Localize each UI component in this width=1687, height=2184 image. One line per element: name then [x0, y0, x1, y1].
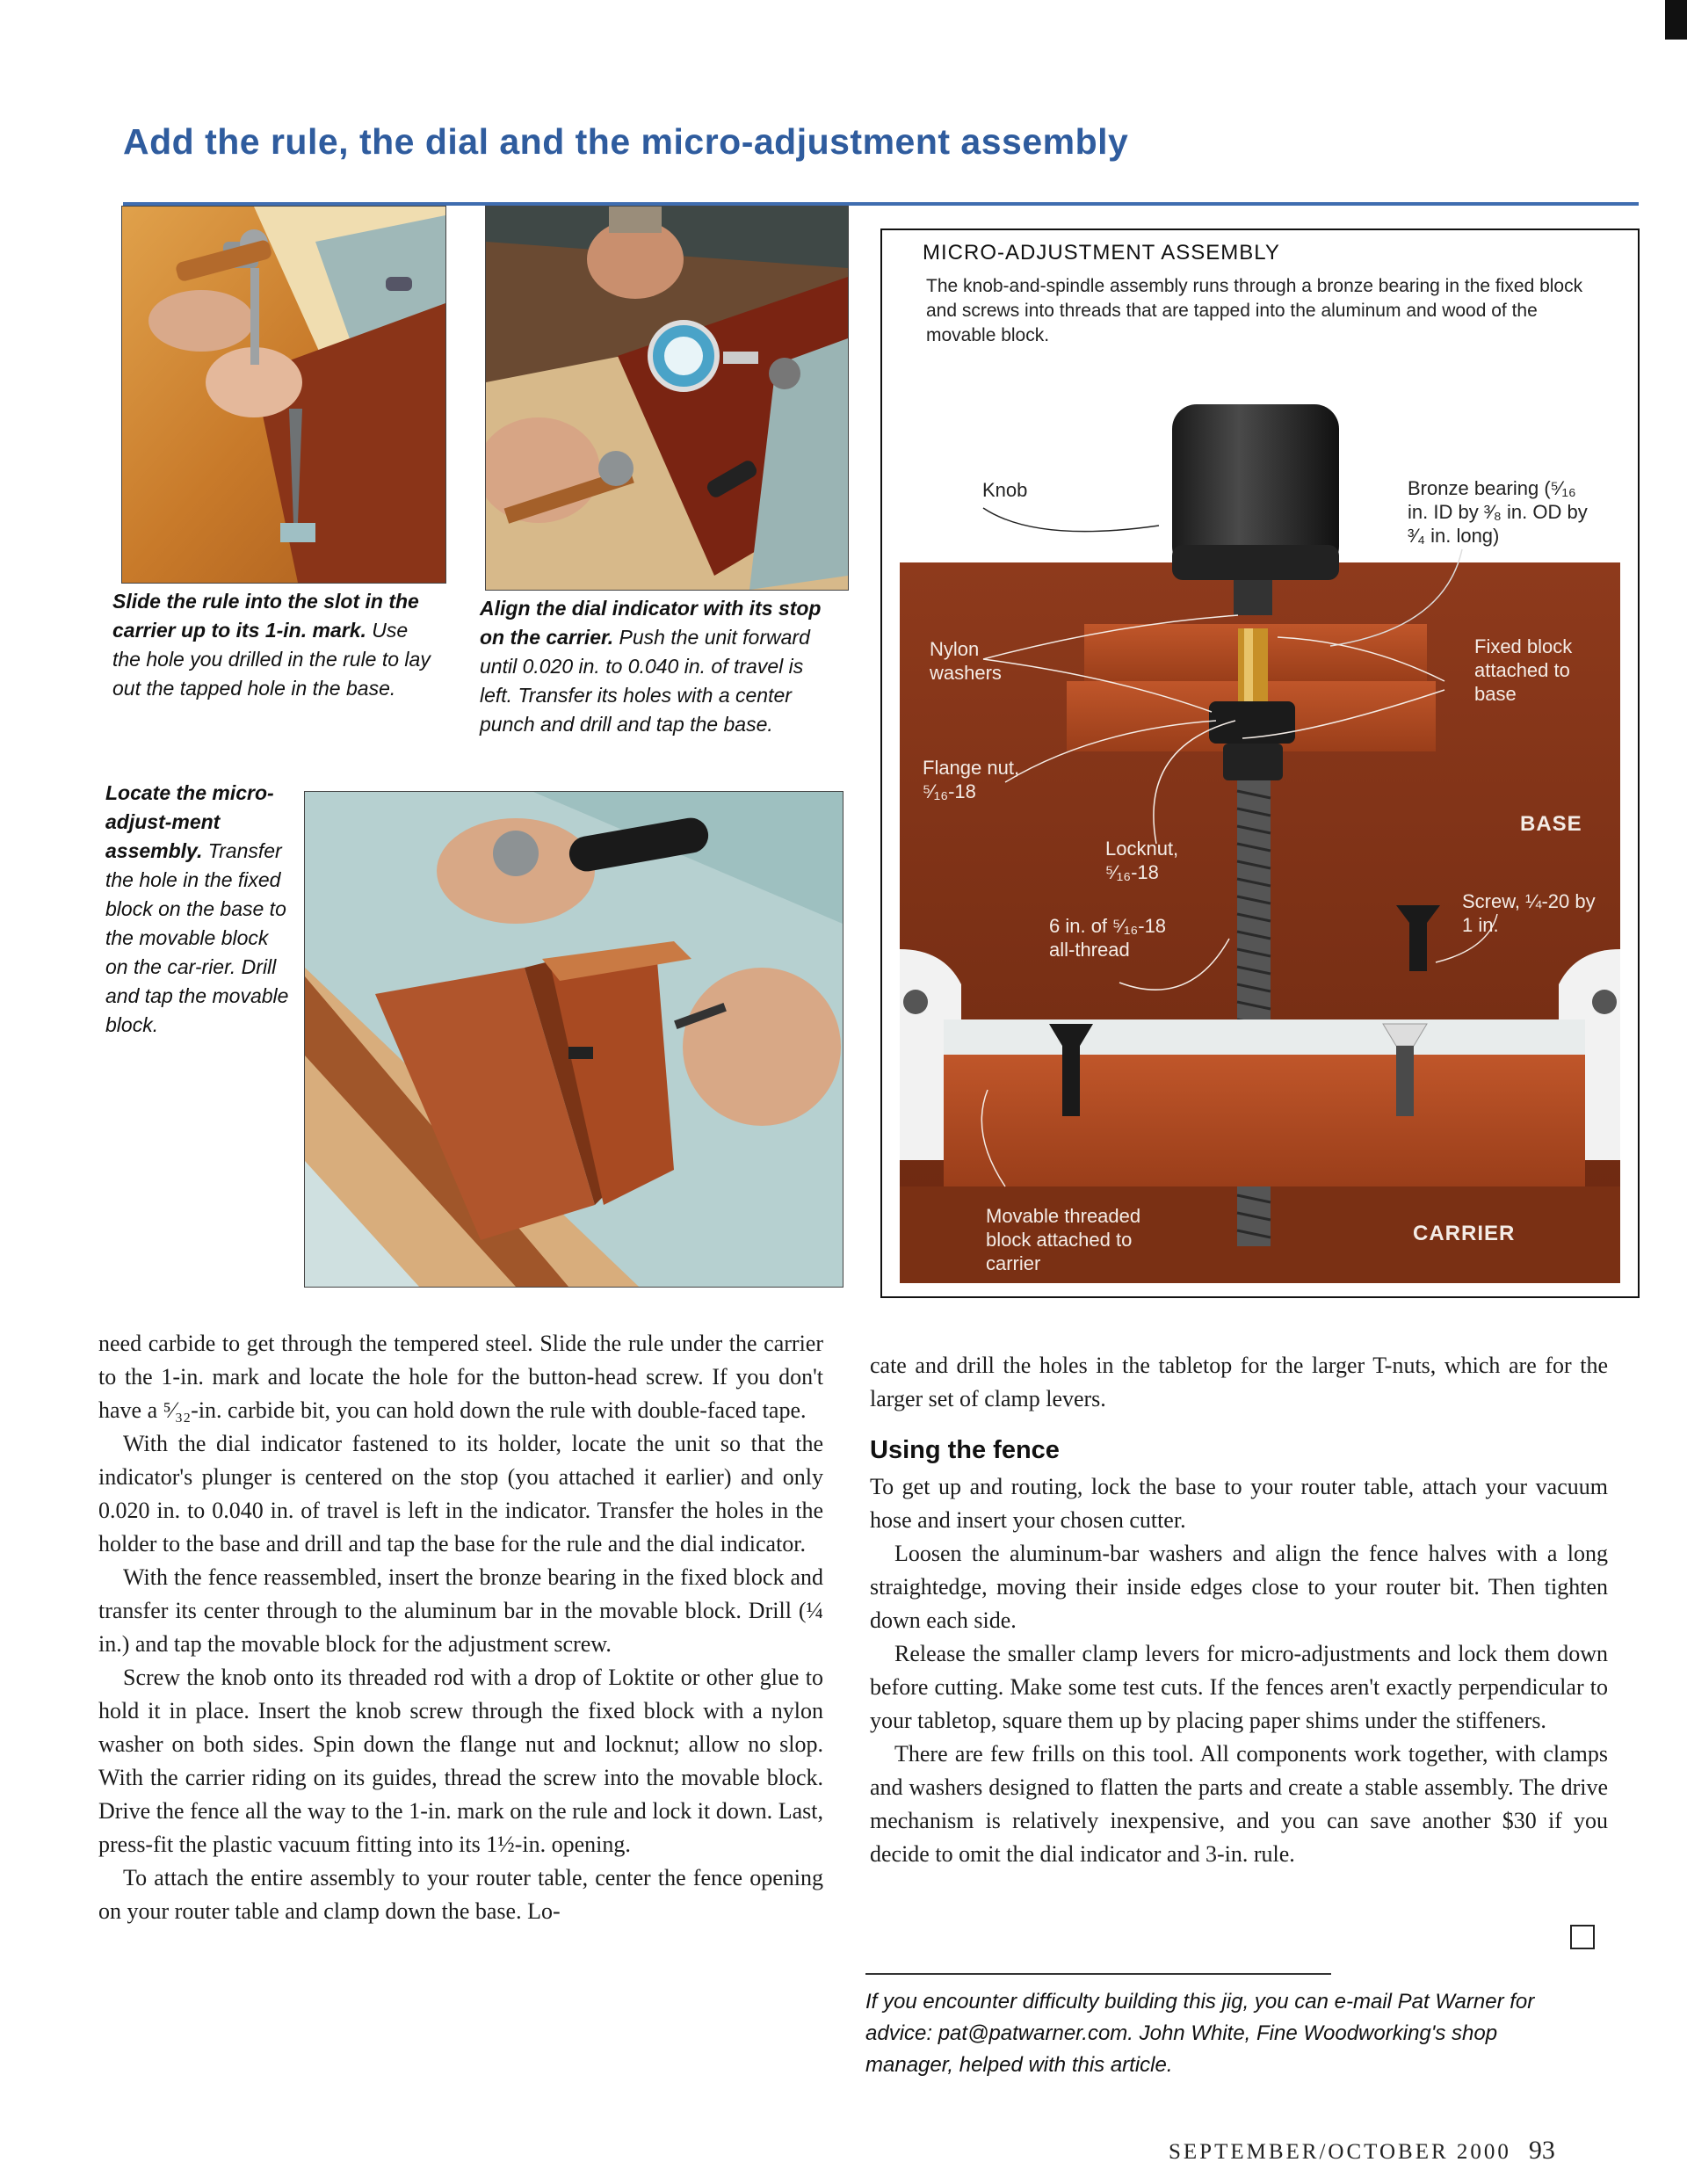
- caption-3-text: Transfer the hole in the fixed block on the base to the movable block on the car-rier. Drill and tap the movable block.: [105, 839, 289, 1036]
- right-intro: cate and drill the holes in the tabletop for the larger T-nuts, which are for the larger set of clamp levers.: [870, 1353, 1608, 1411]
- photo-dial-indicator: [485, 206, 849, 591]
- caption-1-text: Use the hole you drilled in the rule to lay out the tapped hole in the base.: [112, 619, 431, 700]
- label-allthread: 6 in. of ⁵⁄₁₆-18 all-thread: [1049, 915, 1167, 961]
- right-paragraph-3: Release the smaller clamp levers for micro-adjustments and lock them down before cutting. Make some test cuts. If the fences aren't exactly perpendicular to your tabletop, square them up by placing paper shims under the stiffeners.: [870, 1641, 1608, 1733]
- article-left-column: [98, 1327, 823, 1928]
- left-paragraph-1: need carbide to get through the tempered steel. Slide the rule under the carrier to the 1-in. mark and locate the hole for the button-head screw. If you don't have a ⁵⁄₃₂-in. carbide bit, you can hold down the rule with double-faced tape.: [98, 1331, 823, 1423]
- photo-punch-rule: [121, 206, 446, 584]
- left-paragraph-4: Screw the knob onto its threaded rod with a drop of Loktite or other glue to hold it in place. Insert the knob screw through the fixed block with a nylon washer on both sides. Spin down the flange nut and locknut; allow no slop. With the carrier riding on its guides, thread the screw into the movable block. Drive the fence all the way to the 1-in. mark on the rule and lock it down. Last, press-fit the plastic vacuum fitting into its 1½-in. opening.: [98, 1665, 823, 1857]
- label-bronze-bearing: Bronze bearing (⁵⁄₁₆ in. ID by ³⁄₈ in. OD by ³⁄₄ in. long): [1408, 477, 1588, 547]
- diagram-description: The knob-and-spindle assembly runs through a bronze bearing in the fixed block and screws into threads that are tapped into the aluminum and wood of the movable block.: [926, 276, 1583, 345]
- page-footer: [1169, 2136, 1555, 2166]
- caption-1-bold: Slide the rule into the slot in the carrier up to its 1-in. mark.: [112, 590, 419, 642]
- footnote-rule: [865, 1973, 1331, 1975]
- label-fixed-block: Fixed block attached to base: [1474, 635, 1573, 705]
- end-mark: [1570, 1925, 1595, 1949]
- caption-3-bold: Locate the micro-adjust-ment assembly.: [105, 781, 274, 862]
- label-locknut: Locknut, ⁵⁄₁₆-18: [1105, 838, 1179, 883]
- diagram-heading: MICRO-ADJUSTMENT ASSEMBLY: [923, 241, 1280, 265]
- page-edge-mark: [1665, 0, 1687, 40]
- label-screw: Screw, ¼-20 by 1 in.: [1462, 890, 1596, 936]
- left-paragraph-2: With the dial indicator fastened to its holder, locate the unit so that the indicator's plunger is centered on the stop (you attached it earlier) and only 0.020 in. to 0.040 in. of travel is left in the indicator. Transfer the holes in the holder to the base and drill and tap the base for the rule and the dial indicator.: [98, 1431, 823, 1556]
- left-paragraph-3: With the fence reassembled, insert the bronze bearing in the fixed block and transfer its center through to the aluminum bar in the movable block. Drill (¼ in.) and tap the movable block for the adjustment screw.: [98, 1564, 823, 1657]
- page-title: Add the rule, the dial and the micro-adjustment assembly: [123, 121, 1129, 162]
- label-nylon-washers: Nylon washers: [930, 638, 1002, 684]
- photo-caption-2: [480, 594, 831, 739]
- page-number: 93: [1528, 2136, 1555, 2165]
- label-knob: Knob: [982, 479, 1028, 501]
- footer-issue: SEPTEMBER/OCTOBER 2000: [1169, 2140, 1511, 2164]
- photo-micro-adjust: [304, 791, 844, 1288]
- section-heading: Using the fence: [870, 1436, 1060, 1464]
- right-paragraph-1: To get up and routing, lock the base to your router table, attach your vacuum hose and insert your chosen cutter.: [870, 1474, 1608, 1533]
- label-movable-block: Movable threaded block attached to carrier: [986, 1205, 1141, 1274]
- caption-2-bold: Align the dial indicator with its stop on the carrier.: [480, 597, 822, 649]
- label-flange-nut: Flange nut, ⁵⁄₁₆-18: [923, 757, 1020, 802]
- photo-caption-3: [105, 779, 290, 1040]
- label-carrier: CARRIER: [1413, 1222, 1516, 1245]
- label-base: BASE: [1520, 812, 1582, 836]
- photo-caption-1: [112, 587, 438, 703]
- footnote: If you encounter difficulty building this jig, you can e-mail Pat Warner for advice: pat@patwarner.com. John White, Fine Woodworking's shop manager, helped with this article.: [865, 1990, 1535, 2077]
- article-right-column: [870, 1349, 1608, 1871]
- left-paragraph-5: To attach the entire assembly to your router table, center the fence opening on your router table and clamp down the base. Lo-: [98, 1865, 823, 1924]
- right-paragraph-4: There are few frills on this tool. All components work together, with clamps and washers designed to flatten the parts and create a stable assembly. The drive mechanism is relatively inexpensive, and you can save another $30 if you decide to omit the dial indicator and 3-in. rule.: [870, 1741, 1608, 1867]
- right-paragraph-2: Loosen the aluminum-bar washers and align the fence halves with a long straightedge, moving their inside edges close to your router bit. Then tighten down each side.: [870, 1541, 1608, 1633]
- caption-2-text: Push the unit forward until 0.020 in. to 0.040 in. of travel is left. Transfer its holes with a center punch and drill and tap the base.: [480, 626, 810, 736]
